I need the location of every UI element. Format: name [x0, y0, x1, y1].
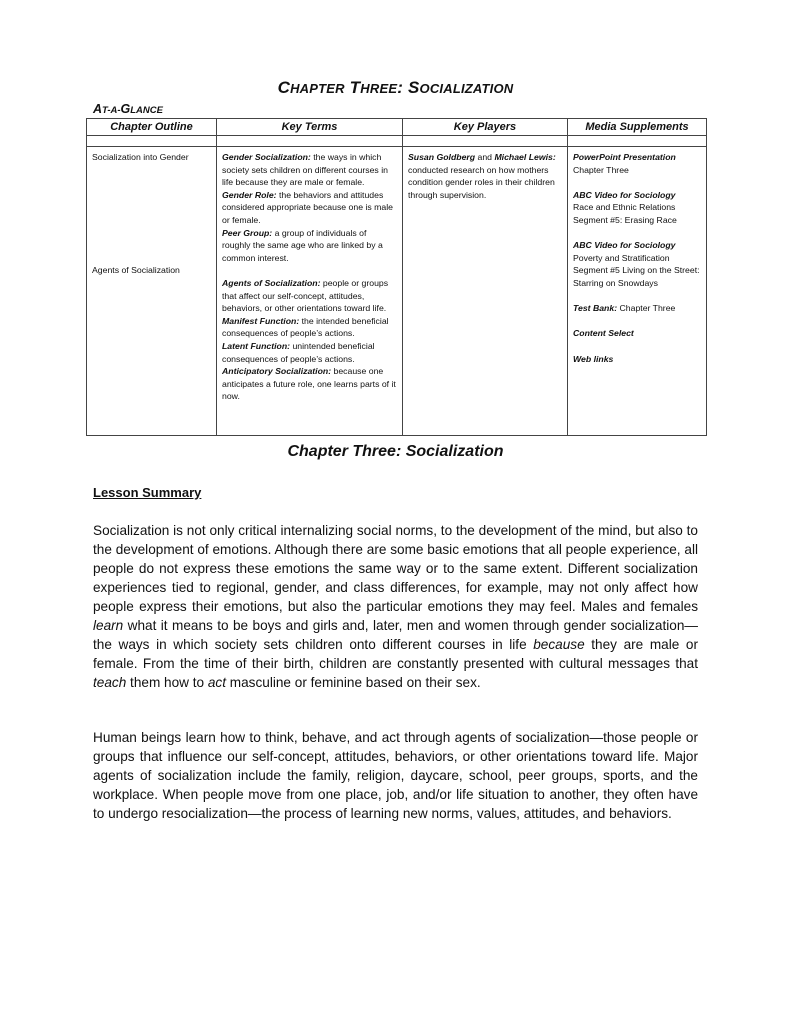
- key-term-entry: [222, 340, 397, 365]
- section-title: Chapter Three: Socialization: [287, 443, 504, 460]
- key-term: Anticipatory Socialization:: [222, 366, 332, 377]
- key-term-definition: the ways in which society sets children on different courses in life because they are male or female.: [222, 152, 388, 188]
- media-abc-video-detail: Race and Ethnic Relations Segment #5: Erasing Race: [573, 202, 677, 225]
- key-term: Latent Function:: [222, 340, 291, 351]
- key-term-definition: a group of individuals of roughly the same age who are linked by a common interest.: [222, 227, 383, 263]
- lesson-paragraph-1: Socialization is not only critical internalizing social norms, to the development of the mind, but also to the development of emotions. Although there are some basic emotions that all people experience, all people do not express these emotions the same way or to the same extent. Different socialization experiences tied to regional, gender, and class differences, for example, may not only affect how people express their emotions, but also the particular emotions they may feel. Males and females learn what it means to be boys and girls and, later, men and women through gender socialization—the ways in which society sets children onto different courses in life because they are male or female. From the time of their birth, children are constantly presented with cultural messages that teach them how to act masculine or feminine based on their sex.: [93, 523, 698, 690]
- header-chapter-outline: Chapter Outline: [87, 119, 217, 136]
- media-abc-video-title: ABC Video for Sociology: [573, 240, 676, 251]
- key-term-entry: [222, 189, 397, 227]
- media-supplements-cell: [568, 147, 707, 436]
- header-key-terms: Key Terms: [217, 119, 403, 136]
- table-header-row: [87, 119, 707, 136]
- key-term-definition: unintended beneficial consequences of people’s actions.: [222, 340, 375, 364]
- media-ppt-detail: Chapter Three: [573, 164, 629, 175]
- key-term-entry: [222, 365, 397, 403]
- media-ppt-title: PowerPoint Presentation: [573, 152, 676, 162]
- media-abc-video-detail: Poverty and Stratification Segment #5 Living on the Street: Starring on Snowdays: [573, 252, 700, 288]
- chapter-outline-cell: [87, 147, 217, 436]
- key-term-definition: because one anticipates a future role, one learns parts of it now.: [222, 366, 396, 402]
- outline-item: Socialization into Gender: [92, 152, 189, 162]
- media-content-select: Content Select: [573, 328, 634, 339]
- key-term-definition: the behaviors and attitudes considered appropriate because one is male or female.: [222, 189, 393, 225]
- key-player-entry: Susan Goldberg and Michael Lewis: conducted research on how mothers condition gender roles in their children through supervision.: [408, 152, 556, 200]
- key-terms-cell: [217, 147, 403, 436]
- key-players-cell: [403, 147, 568, 436]
- key-player-name: Susan Goldberg: [408, 152, 476, 162]
- outline-item: Agents of Socialization: [92, 264, 180, 275]
- at-a-glance-heading: AT-A-GLANCE: [93, 102, 163, 116]
- key-term: Agents of Socialization:: [222, 277, 321, 288]
- key-term-entry: [222, 315, 397, 340]
- lesson-summary-heading: Lesson Summary: [93, 485, 202, 500]
- key-term-definition: the intended beneficial consequences of people’s actions.: [222, 315, 389, 339]
- key-term-entry: [222, 151, 397, 189]
- key-term-definition: people or groups that affect our self-concept, attitudes, behaviors, or other orientations toward life.: [222, 277, 389, 314]
- at-a-glance-table: [86, 118, 707, 436]
- media-web-links: Web links: [573, 353, 614, 364]
- table-spacer-row: [87, 136, 707, 147]
- key-term-entry: [222, 277, 397, 315]
- media-abc-video-title: ABC Video for Sociology: [573, 189, 676, 200]
- chapter-title: CHAPTER THREE: SOCIALIZATION: [277, 78, 514, 97]
- key-player-name: Michael Lewis:: [494, 152, 556, 162]
- media-test-bank: Test Bank: Chapter Three: [573, 303, 676, 314]
- key-player-description: conducted research on how mothers condition gender roles in their children through supervision.: [408, 164, 555, 200]
- header-key-players: Key Players: [403, 119, 568, 136]
- key-term: Gender Socialization:: [222, 152, 311, 162]
- key-term: Peer Group:: [222, 227, 273, 238]
- header-media-supplements: Media Supplements: [568, 119, 707, 136]
- key-term: Manifest Function:: [222, 315, 300, 326]
- lesson-paragraph-2: Human beings learn how to think, behave, and act through agents of socialization—those people or groups that influence our self-concept, attitudes, behaviors, or other orientations toward life. Major agents of socialization include the family, religion, daycare, school, peer groups, sports, and the workplace. When people move from one place, job, and/or life situation to another, they often have to undergo resocialization—the process of learning new norms, values, attitudes, and behaviors.: [93, 730, 698, 821]
- key-term-entry: [222, 227, 397, 265]
- key-term: Gender Role:: [222, 189, 277, 200]
- table-row: [87, 147, 707, 436]
